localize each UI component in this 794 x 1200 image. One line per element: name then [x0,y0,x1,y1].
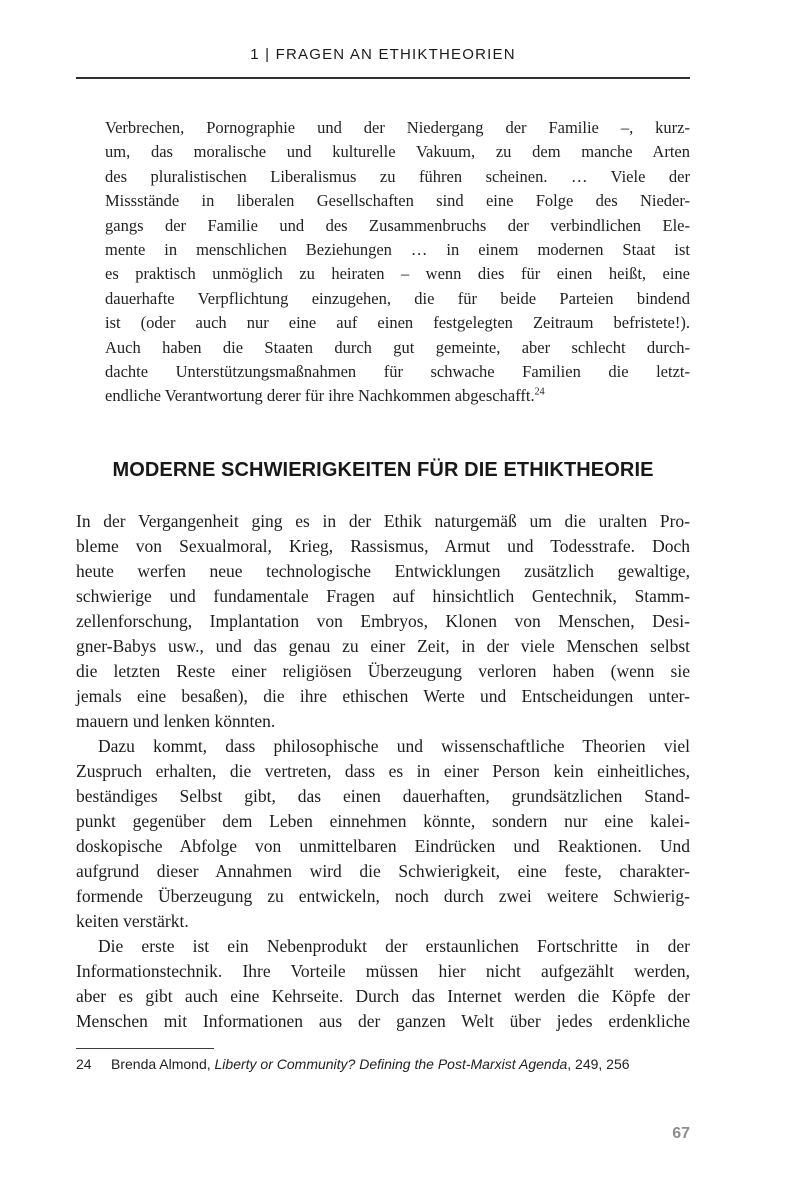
block-quote [105,116,690,409]
text-line: heute werfen neue technologische Entwicklungen zusätzlich gewaltige, [76,560,690,581]
text-line: aufgrund dieser Annahmen wird die Schwierigkeit, eine feste, charakter- [76,860,690,881]
text-line: aber es gibt auch eine Kehrseite. Durch das Internet werden die Köpfe der [76,985,690,1006]
footnote-text [111,1054,630,1075]
text-line: endliche Verantwortung derer für ihre Nachkommen abgeschafft.$^{24}$ [105,386,545,406]
text-line: mauern und lenken könnten. [76,710,276,731]
text-line: keiten verstärkt. [76,910,189,931]
text-line: Die erste ist ein Nebenprodukt der erstaunlichen Fortschritte in der [98,935,690,956]
text-line: Verbrechen, Pornographie und der Niedergang der Familie –, kurz- [105,118,690,137]
text-line: Dazu kommt, dass philosophische und wissenschaftliche Theorien viel [98,735,690,756]
text-line: schwierige und fundamentale Fragen auf hinsichtlich Gentechnik, Stamm- [76,585,690,606]
text-line: punkt gegenüber dem Leben einnehmen könnte, sondern nur eine kalei- [76,810,690,831]
text-line: doskopische Abfolge von unmittelbaren Eindrücken und Reaktionen. Und [76,835,690,856]
text-line: dauerhafte Verpflichtung einzugehen, die für beide Parteien bindend [105,288,690,308]
footnote [76,1054,690,1075]
body-text [76,509,690,1034]
text-line: die letzten Reste einer religiösen Überzeugung verloren haben (wenn sie [76,660,690,681]
text-line: zellenforschung, Implantation von Embryos, Klonen von Menschen, Desi- [76,610,690,631]
text-line: um, das moralische und kulturelle Vakuum, zu dem manche Arten [105,142,690,162]
paragraph [76,509,690,734]
text-line: Informationstechnik. Ihre Vorteile müssen hier nicht aufgezählt werden, [76,960,690,981]
text-line: Zuspruch erhalten, die vertreten, dass es in einer Person kein einheitliches, [76,760,690,781]
text-line: beständiges Selbst gibt, das einen dauerhaften, grundsätzlichen Stand- [76,785,690,806]
paragraph [76,734,690,934]
text-line: Menschen mit Informationen aus der ganzen Welt über jedes erdenkliche [76,1010,690,1031]
text-line: gangs der Familie und des Zusammenbruchs der verbindlichen Ele- [105,215,690,235]
text-line: jemals eine besaßen), die ihre ethischen Werte und Entscheidungen unter- [76,685,690,706]
text-line: bleme von Sexualmoral, Krieg, Rassismus, Armut und Todesstrafe. Doch [76,535,690,556]
footnote-rule [76,1048,214,1049]
footnote-pages: , 249, 256 [567,1055,630,1072]
paragraph [76,934,690,1034]
text-line: es praktisch unmöglich zu heiraten – wenn dies für einen heißt, eine [105,264,690,284]
text-line: In der Vergangenheit ging es in der Ethik naturgemäß um die uralten Pro- [76,510,690,531]
running-header: 1 | FRAGEN AN ETHIKTHEORIEN [250,46,516,63]
text-line: ist (oder auch nur eine auf einen festgelegten Zeitraum befristete!). [105,313,690,333]
footnote-book-title: Liberty or Community? Defining the Post-Marxist Agenda [214,1055,568,1072]
text-line: Missstände in liberalen Gesellschaften sind eine Folge des Nieder- [105,191,690,211]
text-line: dachte Unterstützungsmaßnahmen für schwache Familien die letzt- [105,362,690,382]
text-column [76,0,690,1143]
footnote-ref: 24 [534,386,545,398]
header-rule [76,77,690,79]
text-line: Auch haben die Staaten durch gut gemeinte, aber schlecht durch- [105,337,690,357]
text-line: mente in menschlichen Beziehungen … in einem modernen Staat ist [105,240,690,260]
page-number: 67 [672,1124,690,1142]
section-heading: MODERNE SCHWIERIGKEITEN FÜR DIE ETHIKTHEORIE [112,458,654,481]
text-line: formende Überzeugung zu entwickeln, noch durch zwei weitere Schwierig- [76,885,690,906]
text-line: gner-Babys usw., und das genau zu einer Zeit, in der viele Menschen selbst [76,635,690,656]
text-line: des pluralistischen Liberalismus zu führen scheinen. … Viele der [105,166,690,186]
footnote-author: Brenda Almond, [111,1055,215,1072]
footnote-number: 24 [76,1055,92,1072]
